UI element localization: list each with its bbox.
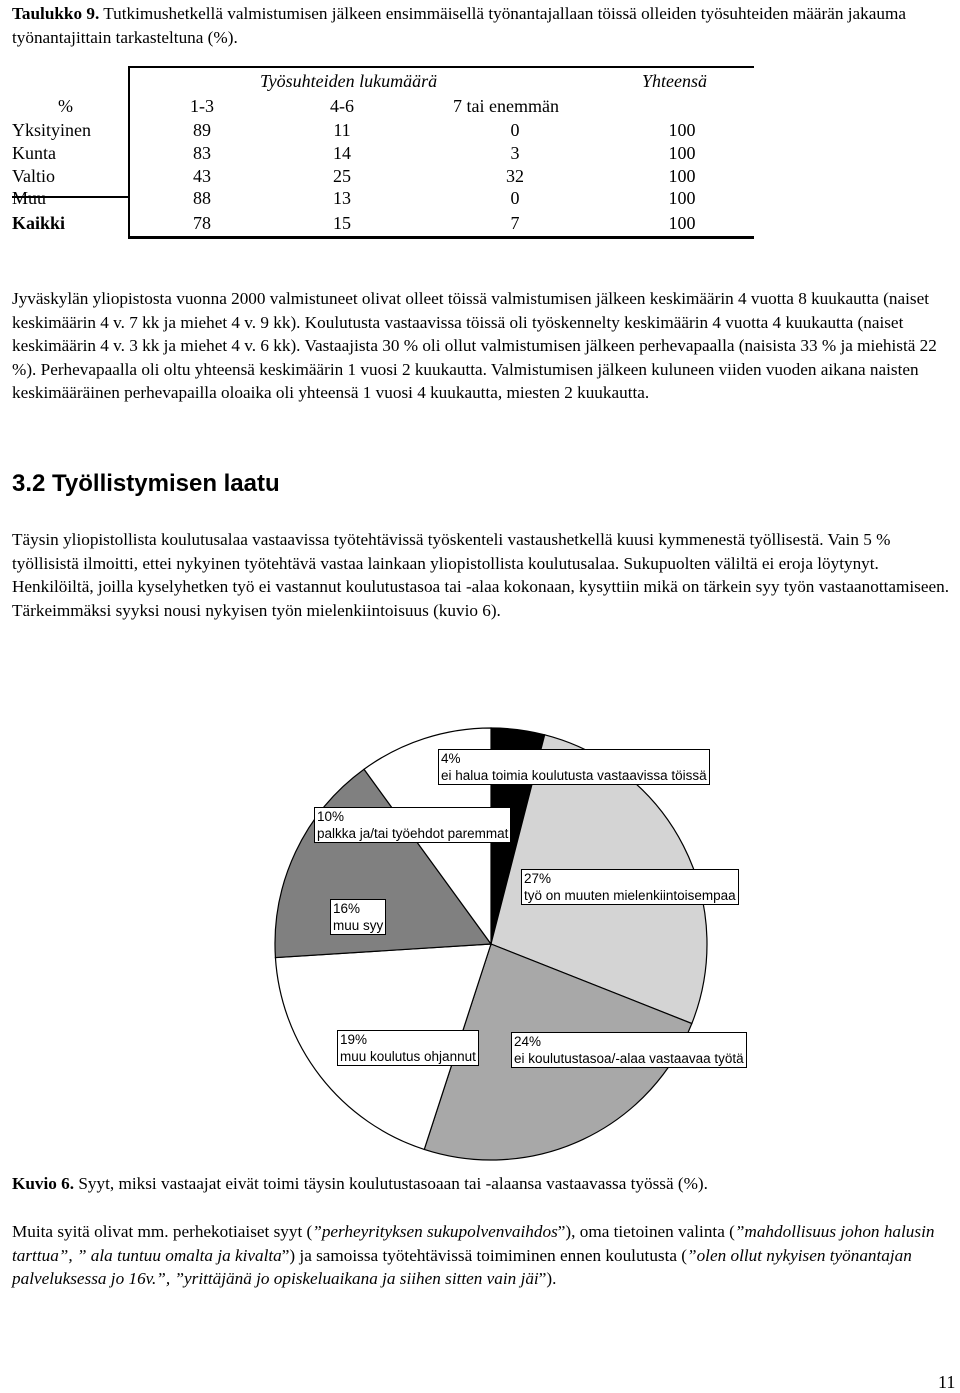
table-cell: 13: [333, 188, 351, 208]
text-span: ”).: [538, 1269, 557, 1288]
section-heading: 3.2 Työllistymisen laatu: [12, 470, 280, 497]
table-caption: [12, 2, 952, 49]
table-bottom-rule: [128, 236, 754, 239]
pie-value-label: 24%: [514, 1034, 542, 1049]
table-cell: 89: [193, 120, 211, 140]
pie-label-2: [511, 1032, 747, 1068]
pie-category-label: muu syy: [333, 918, 384, 933]
row-label: Valtio: [12, 166, 55, 186]
pie-category-label: ei halua toimia koulutusta vastaavissa töissä: [441, 768, 707, 783]
table-caption-label: Taulukko 9.: [12, 4, 100, 23]
table-cell: 100: [668, 166, 696, 186]
table-cell: 15: [333, 213, 351, 233]
paragraph-3: [12, 1220, 952, 1291]
pie-value-label: 4%: [441, 751, 461, 766]
quote-span: ”perheyrityksen sukupolvenvaihdos: [312, 1222, 558, 1241]
row-label: Yksityinen: [12, 120, 91, 140]
table-cell: 78: [193, 213, 211, 233]
pie-category-label: työ on muuten mielenkiintoisempaa: [524, 888, 736, 903]
column-header: 1-3: [190, 96, 214, 116]
figure-caption-label: Kuvio 6.: [12, 1174, 75, 1193]
table-cell: 32: [506, 166, 524, 186]
table-cell: 83: [193, 143, 211, 163]
pie-value-label: 27%: [524, 871, 552, 886]
table-cell: 100: [668, 143, 696, 163]
table-cell: 88: [193, 188, 211, 208]
table-cell: 14: [333, 143, 351, 163]
row-label: Muu: [12, 188, 47, 208]
column-header: 4-6: [330, 96, 354, 116]
row-label: Kunta: [12, 143, 56, 163]
quote-span: ”olen ollut nykyisen työnantajan palveluksessa jo 16v.”, ”yrittäjänä jo opiskeluaikana ja siihen sitten vain jäi: [12, 1245, 912, 1288]
table-cell: 100: [668, 120, 696, 140]
pie-value-label: 19%: [340, 1032, 368, 1047]
table-caption-text: Tutkimushetkellä valmistumisen jälkeen ensimmäisellä työnantajallaan töissä olleiden työsuhteiden määrän jakauma työnantajittain tarkasteltuna (%).: [12, 4, 906, 47]
table-cell: 3: [510, 143, 520, 163]
paragraph-1: Jyväskylän yliopistosta vuonna 2000 valmistuneet olivat olleet töissä valmistumisen jälkeen keskimäärin 4 vuotta 8 kuukautta (naiset keskimäärin 4 v. 7 kk ja miehet 4 v. 9 kk). Koulutusta vastaavissa töissä oli työskennelty keskimäärin 4 vuotta 4 kuukautta (naiset keskimäärin 4 v. 3 kk ja miehet 4 v. 6 kk). Vastaajista 30 % oli ollut valmistumisen jälkeen perhevapaalla (naisista 33 % ja miehistä 22 %). Perhevapaalla oli oltu yhteensä keskimäärin 1 vuosi 2 kuukautta. Valmistumisen jälkeen kuluneen viiden vuoden aikana naisten keskimääräinen perhevapailla oloaika oli yhteensä 1 vuosi 4 kuukautta, miesten 2 kuukautta.: [12, 289, 937, 402]
table-cell: 0: [510, 120, 520, 140]
pie-label-4: [330, 899, 386, 935]
table-cell: 100: [668, 188, 696, 208]
table-cell: 43: [193, 166, 211, 186]
table-cell: 25: [333, 166, 351, 186]
text-span: ”) ja samoissa työtehtävissä toimiminen ennen koulutusta (: [281, 1245, 688, 1265]
pie-category-label: ei koulutustasoa/-alaa vastaavaa työtä: [514, 1051, 744, 1066]
pie-value-label: 16%: [333, 901, 361, 916]
employment-table: [12, 66, 754, 238]
quote-span: ”mahdollisuus johon halusin tarttua”, ” ala tuntuu omalta ja kivalta: [12, 1222, 935, 1265]
table-left-rule: [128, 66, 130, 238]
paragraph-2: Täysin yliopistollista koulutusalaa vastaavissa työtehtävissä työskenteli vastaushetkellä kuusi kymmenestä työllisestä. Vain 5 % työllisistä ilmoitti, ettei nykyinen työtehtävä vastaa lainkaan yliopistollista koulutusalaa. Sukupuolten väliltä ei eroja löytynyt. Henkilöiltä, joilla kyselyhetken työ ei vastannut koulutustasoa tai -alaa kokonaan, kysyttiin mikä on tärkein syy työn vastaanottamiseen. Tärkeimmäksi syyksi nousi nykyisen työn mielenkiintoisuus (kuvio 6).: [12, 530, 949, 620]
pie-label-3: [337, 1030, 479, 1066]
row-label: Kaikki: [12, 213, 66, 233]
table-cell: 7: [510, 213, 520, 233]
page-number: 11: [938, 1372, 956, 1392]
table-cell: 0: [510, 188, 520, 208]
pie-category-label: palkka ja/tai työehdot paremmat: [317, 826, 509, 841]
text-span: Muita syitä olivat mm. perhekotiaiset syyt (: [12, 1222, 313, 1241]
figure-caption-text: Syyt, miksi vastaajat eivät toimi täysin koulutustasoaan tai -alaansa vastaavassa työssä (%).: [74, 1174, 708, 1193]
pie-label-0: [438, 749, 710, 785]
total-header: Yhteensä: [642, 71, 707, 91]
pie-label-5: [314, 807, 511, 843]
group-header: Työsuhteiden lukumäärä: [260, 71, 438, 91]
pie-value-label: 10%: [317, 809, 345, 824]
pie-label-1: [521, 869, 739, 905]
figure-caption: [12, 1172, 952, 1196]
text-span: ”), oma tietoinen valinta (: [557, 1222, 735, 1241]
corner-label: %: [58, 96, 73, 116]
column-header: 7 tai enemmän: [453, 96, 559, 116]
table-cell: 100: [668, 213, 696, 233]
table-top-rule: [128, 66, 754, 68]
pie-category-label: muu koulutus ohjannut: [340, 1049, 476, 1064]
table-cell: 11: [333, 120, 351, 140]
